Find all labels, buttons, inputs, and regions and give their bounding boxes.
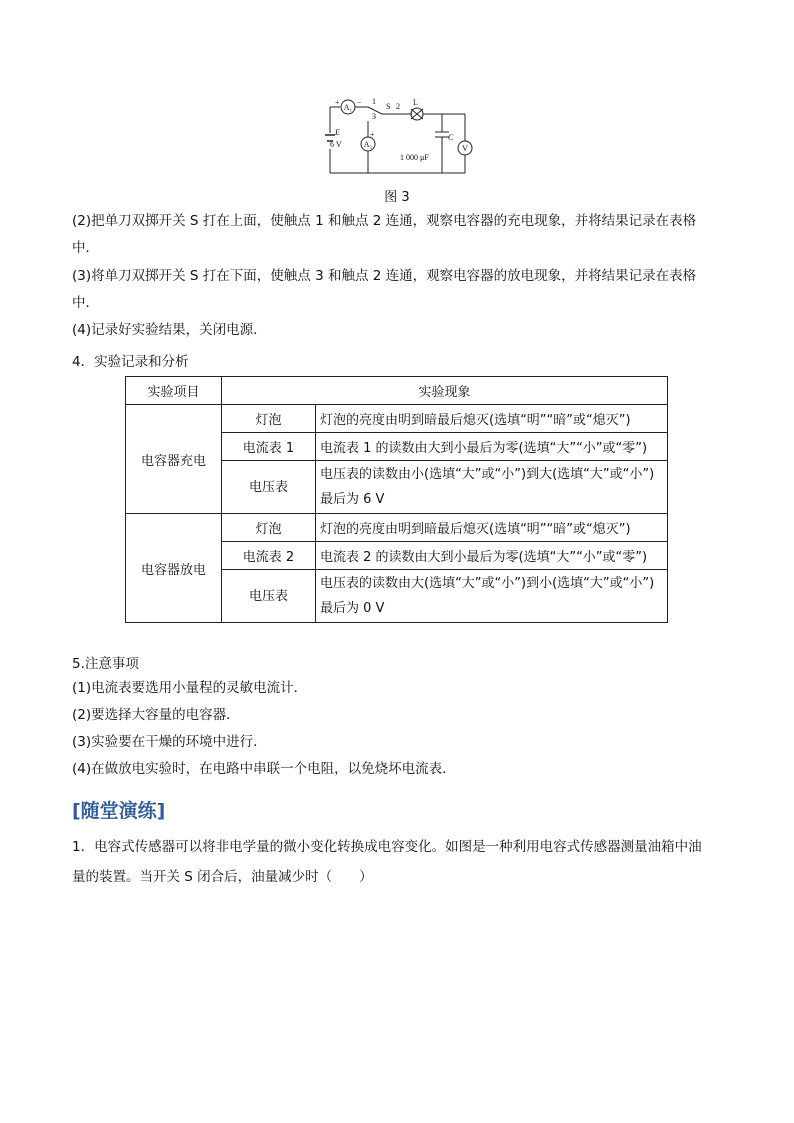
a1-plus-sign: +: [335, 98, 340, 107]
step-2: [72, 208, 732, 262]
row-item: 电流表 2: [222, 542, 316, 570]
row-item: 电压表: [222, 570, 316, 623]
note-item: (1)电流表要选用小量程的灵敏电流计．: [72, 680, 308, 696]
contact-3-label: 3: [372, 112, 376, 121]
step-4: [72, 317, 732, 344]
row-item: 电流表 1: [222, 433, 316, 461]
question-1-line1: 1．电容式传感器可以将非电学量的微小变化转换成电容变化。如图是一种利用电容式传感器测量油箱中油: [72, 839, 702, 855]
ammeter-a2-label: A₂: [363, 140, 373, 149]
note-item: (3)实验要在干燥的环境中进行．: [72, 734, 267, 750]
capacitor-label: C: [448, 133, 454, 142]
row-phenomenon-line1: 电压表的读数由小(选填“大”或“小”)到大(选填“大”或“小”): [320, 467, 655, 482]
step-2-line1: (2)把单刀双掷开关 S 打在上面，使触点 1 和触点 2 连通，观察电容器的充电现象，并将结果记录在表格: [72, 213, 697, 229]
row-item: 灯泡: [222, 514, 316, 542]
row-phenomenon-line2: 最后为 0 V: [320, 601, 385, 616]
row-phenomenon: [316, 570, 668, 623]
note-item: (2)要选择大容量的电容器．: [72, 707, 240, 723]
voltmeter-label: V: [462, 144, 468, 153]
circuit-diagram: [320, 97, 480, 177]
row-phenomenon: 灯泡的亮度由明到暗最后熄灭(选填“明”“暗”或“熄灭”): [316, 514, 668, 542]
a2-plus-sign: +: [370, 130, 375, 139]
row-phenomenon: 电流表 1 的读数由大到小最后为零(选填“大”“小”或“零”): [316, 433, 668, 461]
header-item: 实验项目: [126, 377, 222, 405]
contact-2-label: 2: [396, 102, 400, 111]
section-4-heading: 4．实验记录和分析: [72, 354, 189, 370]
row-phenomenon: 灯泡的亮度由明到暗最后熄灭(选填“明”“暗”或“熄灭”): [316, 405, 668, 433]
voltage-label: 6 V: [330, 140, 342, 149]
group-discharge: 电容器放电: [126, 514, 222, 623]
notes-list: [72, 675, 732, 783]
step-4-line1: (4)记录好实验结果，关闭电源．: [72, 322, 267, 338]
row-item: 电压表: [222, 461, 316, 514]
question-1: [72, 832, 727, 892]
lamp-label: L: [413, 98, 418, 107]
row-item: 灯泡: [222, 405, 316, 433]
header-phenomenon: 实验现象: [222, 377, 668, 405]
notes-heading: 5.注意事项: [72, 656, 139, 672]
experiment-record-table: [125, 376, 668, 623]
step-3-line2: 中．: [72, 295, 99, 311]
group-charge: 电容器充电: [126, 405, 222, 514]
question-1-line2: 量的装置。当开关 S 闭合后，油量减少时（ ）: [72, 869, 373, 885]
contact-1-label: 1: [372, 97, 376, 106]
figure-caption: 图 3: [384, 190, 410, 205]
step-3-line1: (3)将单刀双掷开关 S 打在下面，使触点 3 和触点 2 连通，观察电容器的放电现象，并将结果记录在表格: [72, 268, 697, 284]
row-phenomenon: [316, 461, 668, 514]
ammeter-a1-label: A₁: [343, 103, 353, 112]
switch-label: S: [386, 102, 391, 111]
row-phenomenon: 电流表 2 的读数由大到小最后为零(选填“大”“小”或“零”): [316, 542, 668, 570]
practice-title: [随堂演练]: [72, 800, 166, 822]
capacitance-label: 1 000 μF: [400, 153, 429, 162]
row-phenomenon-line1: 电压表的读数由大(选填“大”或“小”)到小(选填“大”或“小”): [320, 576, 655, 591]
step-2-line2: 中．: [72, 240, 99, 256]
step-3: [72, 263, 732, 317]
row-phenomenon-line2: 最后为 6 V: [320, 492, 385, 507]
a1-minus-sign: −: [357, 98, 362, 107]
emf-label: E: [335, 128, 340, 137]
note-item: (4)在做放电实验时，在电路中串联一个电阻，以免烧坏电流表．: [72, 761, 456, 777]
